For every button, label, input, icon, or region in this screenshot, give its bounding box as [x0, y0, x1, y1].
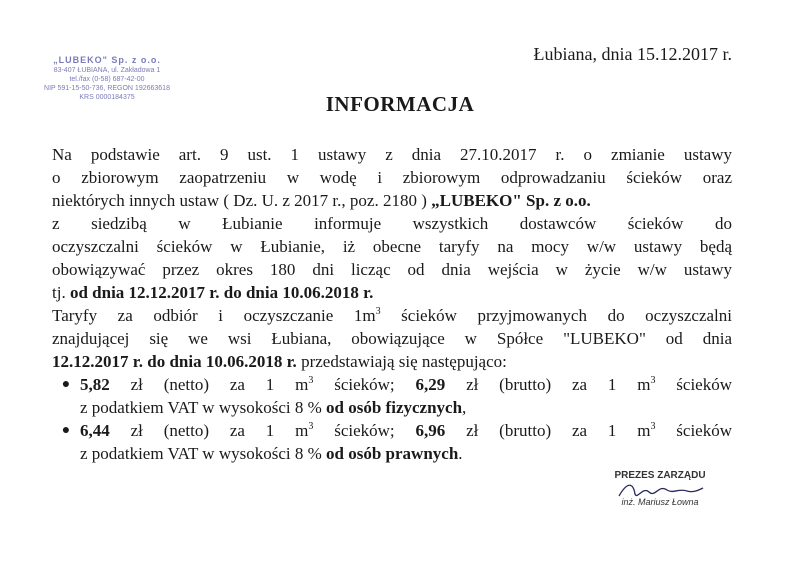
paragraph-legal-basis: [52, 143, 732, 304]
superscript: 3: [375, 306, 381, 317]
text-line: [52, 304, 732, 327]
text-line: Na podstawie art. 9 ust. 1 ustawy z dnia 27.10.2017 r. o zmianie ustawy: [52, 145, 732, 164]
text-span: tj.: [52, 283, 70, 302]
gross-price: 6,96: [415, 421, 446, 440]
validity-period-bold: od dnia 12.12.2017 r. do dnia 10.06.2018 r.: [69, 283, 374, 302]
text-span: ścieków: [655, 421, 732, 440]
text-span: zł (brutto) za 1 m: [445, 421, 651, 440]
bullet-icon: ●: [61, 377, 71, 392]
stamp-krs: KRS 0000184375: [79, 94, 135, 101]
validity-period-bold: 12.12.2017 r. do dnia 10.06.2018 r.: [52, 352, 297, 371]
text-line: [52, 350, 732, 373]
customer-group: od osób fizycznych: [326, 398, 463, 417]
text-line: [52, 281, 732, 304]
superscript: 3: [308, 421, 314, 432]
text-span: przedstawiają się następująco:: [296, 352, 507, 371]
bullet-icon: ●: [61, 423, 71, 438]
customer-group: od osób prawnych: [326, 444, 459, 463]
stamp-address: 83-407 ŁUBIANA, ul. Zakładowa 1: [53, 67, 161, 74]
signature-role: PREZES ZARZĄDU: [614, 470, 706, 481]
text-line: [80, 442, 732, 465]
signature-block: [595, 470, 725, 507]
text-line: znajdującej się we wsi Łubiana, obowiązujące w Spółce "LUBEKO" od dnia: [52, 329, 732, 348]
tariff-bullet-individuals: [52, 373, 732, 419]
text-line: o zbiorowym zaopatrzeniu w wodę i zbiorowym odprowadzaniu ścieków oraz: [52, 168, 732, 187]
text-span: ścieków;: [313, 375, 416, 394]
text-span: z podatkiem VAT w wysokości 8 %: [80, 398, 327, 417]
text-span: ścieków przyjmowanych do oczyszczalni: [380, 306, 732, 325]
superscript: 3: [650, 375, 656, 386]
superscript: 3: [650, 421, 656, 432]
text-line: [80, 419, 732, 442]
text-line: obowiązywać przez okres 180 dni licząc od dnia wejścia w życie w/w ustawy: [52, 260, 732, 279]
net-price: 5,82: [80, 375, 110, 394]
text-span: ścieków;: [313, 421, 416, 440]
net-price: 6,44: [80, 421, 110, 440]
text-span: Taryfy za odbiór i oczyszczanie 1m: [52, 306, 376, 325]
stamp-phone: tel./fax (0-58) 687-42-00: [69, 76, 145, 83]
text-span: niektórych innych ustaw ( Dz. U. z 2017 r., poz. 2180 ): [52, 191, 432, 210]
text-line: [80, 373, 732, 396]
handwritten-signature: [615, 478, 705, 504]
gross-price: 6,29: [415, 375, 446, 394]
paragraph-tariffs: [52, 304, 732, 373]
text-line: [80, 396, 732, 419]
stamp-tax-ids: NIP 591-15-50-736, REGON 192663618: [44, 85, 170, 92]
text-span: ,: [462, 398, 467, 417]
text-span: zł (netto) za 1 m: [109, 421, 309, 440]
text-span: z podatkiem VAT w wysokości 8 %: [80, 444, 327, 463]
text-span: zł (brutto) za 1 m: [445, 375, 651, 394]
text-line: z siedzibą w Łubianie informuje wszystkich dostawców ścieków do: [52, 214, 732, 233]
signer-name: inż. Mariusz Łowna: [621, 497, 699, 507]
text-line: [52, 189, 732, 212]
tariff-bullet-companies: [52, 419, 732, 465]
superscript: 3: [308, 375, 314, 386]
text-span: zł (netto) za 1 m: [109, 375, 309, 394]
document-title: INFORMACJA: [325, 92, 475, 116]
document-body: [52, 143, 732, 465]
text-line: oczyszczalni ścieków w Łubianie, iż obecne taryfy na mocy w/w ustawy będą: [52, 237, 732, 256]
stamp-company-name: „LUBEKO" Sp. z o.o.: [53, 55, 161, 65]
document-date: Łubiana, dnia 15.12.2017 r.: [533, 44, 732, 64]
text-span: ścieków: [655, 375, 732, 394]
company-name-bold: „LUBEKO" Sp. z o.o.: [431, 191, 591, 210]
text-span: .: [458, 444, 463, 463]
